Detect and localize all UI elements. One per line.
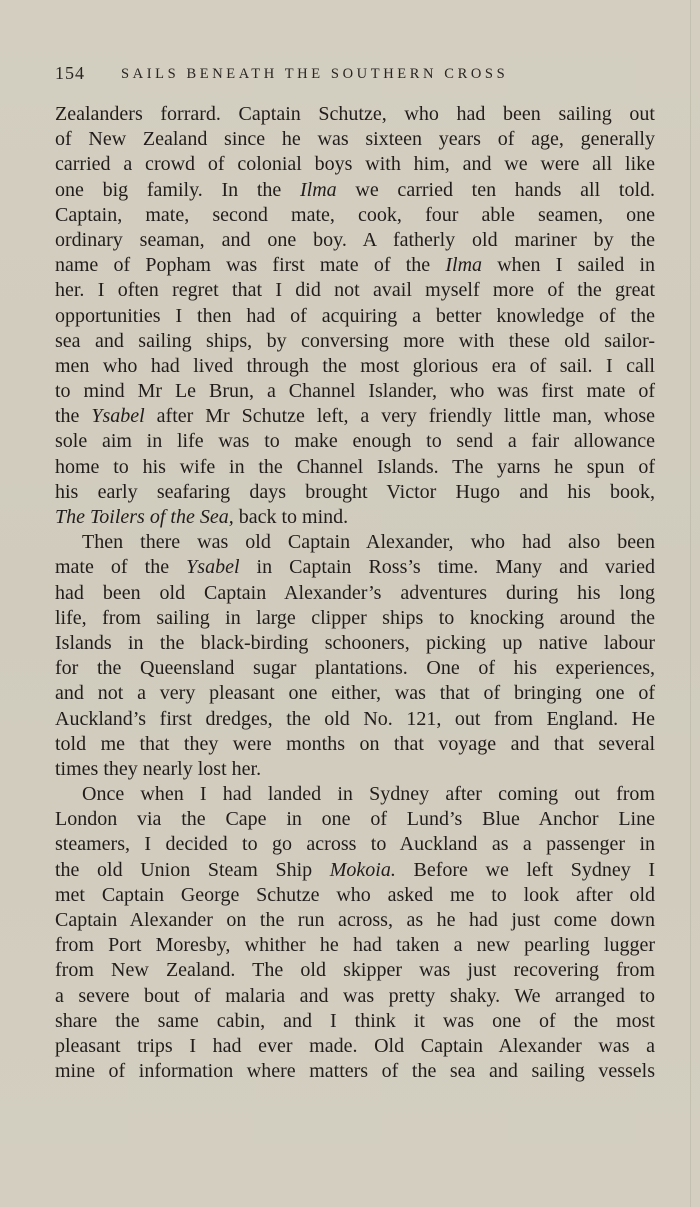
- text-line: men who had lived through the most glorious era of sail. I call: [55, 354, 655, 377]
- text-line: Zealanders forrard. Captain Schutze, who had been sailing out: [55, 103, 655, 125]
- text-line: sea and sailing ships, by conversing more with these old sailor-: [55, 329, 655, 352]
- text-line: his early seafaring days brought Victor Hugo and his book,: [55, 480, 655, 503]
- text-line: and not a very pleasant one either, was that of bringing one of: [55, 682, 655, 705]
- text-line: home to his wife in the Channel Islands. The yarns he spun of: [55, 455, 655, 478]
- text-line: told me that they were months on that voyage and that several: [55, 732, 655, 755]
- text-line: from New Zealand. The old skipper was just recovering from: [55, 959, 655, 982]
- page-header: [55, 63, 655, 89]
- body-text: [55, 102, 655, 1084]
- text-line: for the Queensland sugar plantations. One of his experiences,: [55, 657, 655, 680]
- text-line: share the same cabin, and I think it was one of the most: [55, 1009, 655, 1032]
- text-line: the Ysabel after Mr Schutze left, a very friendly little man, whose: [55, 405, 655, 428]
- page-edge: [690, 0, 691, 1207]
- text-line: a severe bout of malaria and was pretty shaky. We arranged to: [55, 984, 655, 1007]
- text-line: steamers, I decided to go across to Auckland as a passenger in: [55, 833, 655, 856]
- text-line: met Captain George Schutze who asked me to look after old: [55, 883, 655, 906]
- text-line: life, from sailing in large clipper ships to knocking around the: [55, 606, 655, 629]
- text-line: Captain, mate, second mate, cook, four able seamen, one: [55, 203, 655, 226]
- text-line: had been old Captain Alexander’s adventures during his long: [55, 581, 655, 604]
- text-line: her. I often regret that I did not avail myself more of the great: [55, 279, 655, 302]
- text-line: sole aim in life was to make enough to send a fair allowance: [55, 430, 655, 453]
- text-line: mate of the Ysabel in Captain Ross’s time. Many and varied: [55, 556, 655, 579]
- text-line: times they nearly lost her.: [55, 757, 262, 780]
- text-line: name of Popham was first mate of the Ilma when I sailed in: [55, 254, 656, 277]
- text-line: the old Union Steam Ship Mokoia. Before we left Sydney I: [55, 858, 655, 881]
- text-line: ordinary seaman, and one boy. A fatherly old mariner by the: [55, 228, 655, 251]
- text-line: Once when I had landed in Sydney after coming out from: [82, 783, 655, 806]
- page-number: 154: [55, 63, 85, 83]
- text-line: to mind Mr Le Brun, a Channel Islander, who was first mate of: [55, 380, 655, 403]
- text-line: from Port Moresby, whither he had taken a new pearling lugger: [55, 934, 655, 957]
- text-line: opportunities I then had of acquiring a better knowledge of the: [55, 304, 655, 327]
- running-head: SAILS BENEATH THE SOUTHERN CROSS: [121, 66, 509, 82]
- text-line: Islands in the black-birding schooners, picking up native labour: [55, 631, 655, 654]
- text-line: Captain Alexander on the run across, as he had just come down: [55, 909, 655, 931]
- text-line: The Toilers of the Sea, back to mind.: [55, 506, 349, 528]
- text-line: Auckland’s first dredges, the old No. 121, out from England. He: [55, 707, 655, 730]
- text-line: pleasant trips I had ever made. Old Captain Alexander was a: [55, 1034, 655, 1057]
- text-line: London via the Cape in one of Lund’s Blue Anchor Line: [55, 808, 655, 831]
- text-line: one big family. In the Ilma we carried ten hands all told.: [55, 178, 655, 201]
- text-line: Then there was old Captain Alexander, who had also been: [82, 531, 655, 554]
- text-line: of New Zealand since he was sixteen years of age, generally: [55, 128, 655, 151]
- text-line: carried a crowd of colonial boys with him, and we were all like: [55, 153, 655, 176]
- text-line: mine of information where matters of the sea and sailing vessels: [55, 1060, 655, 1083]
